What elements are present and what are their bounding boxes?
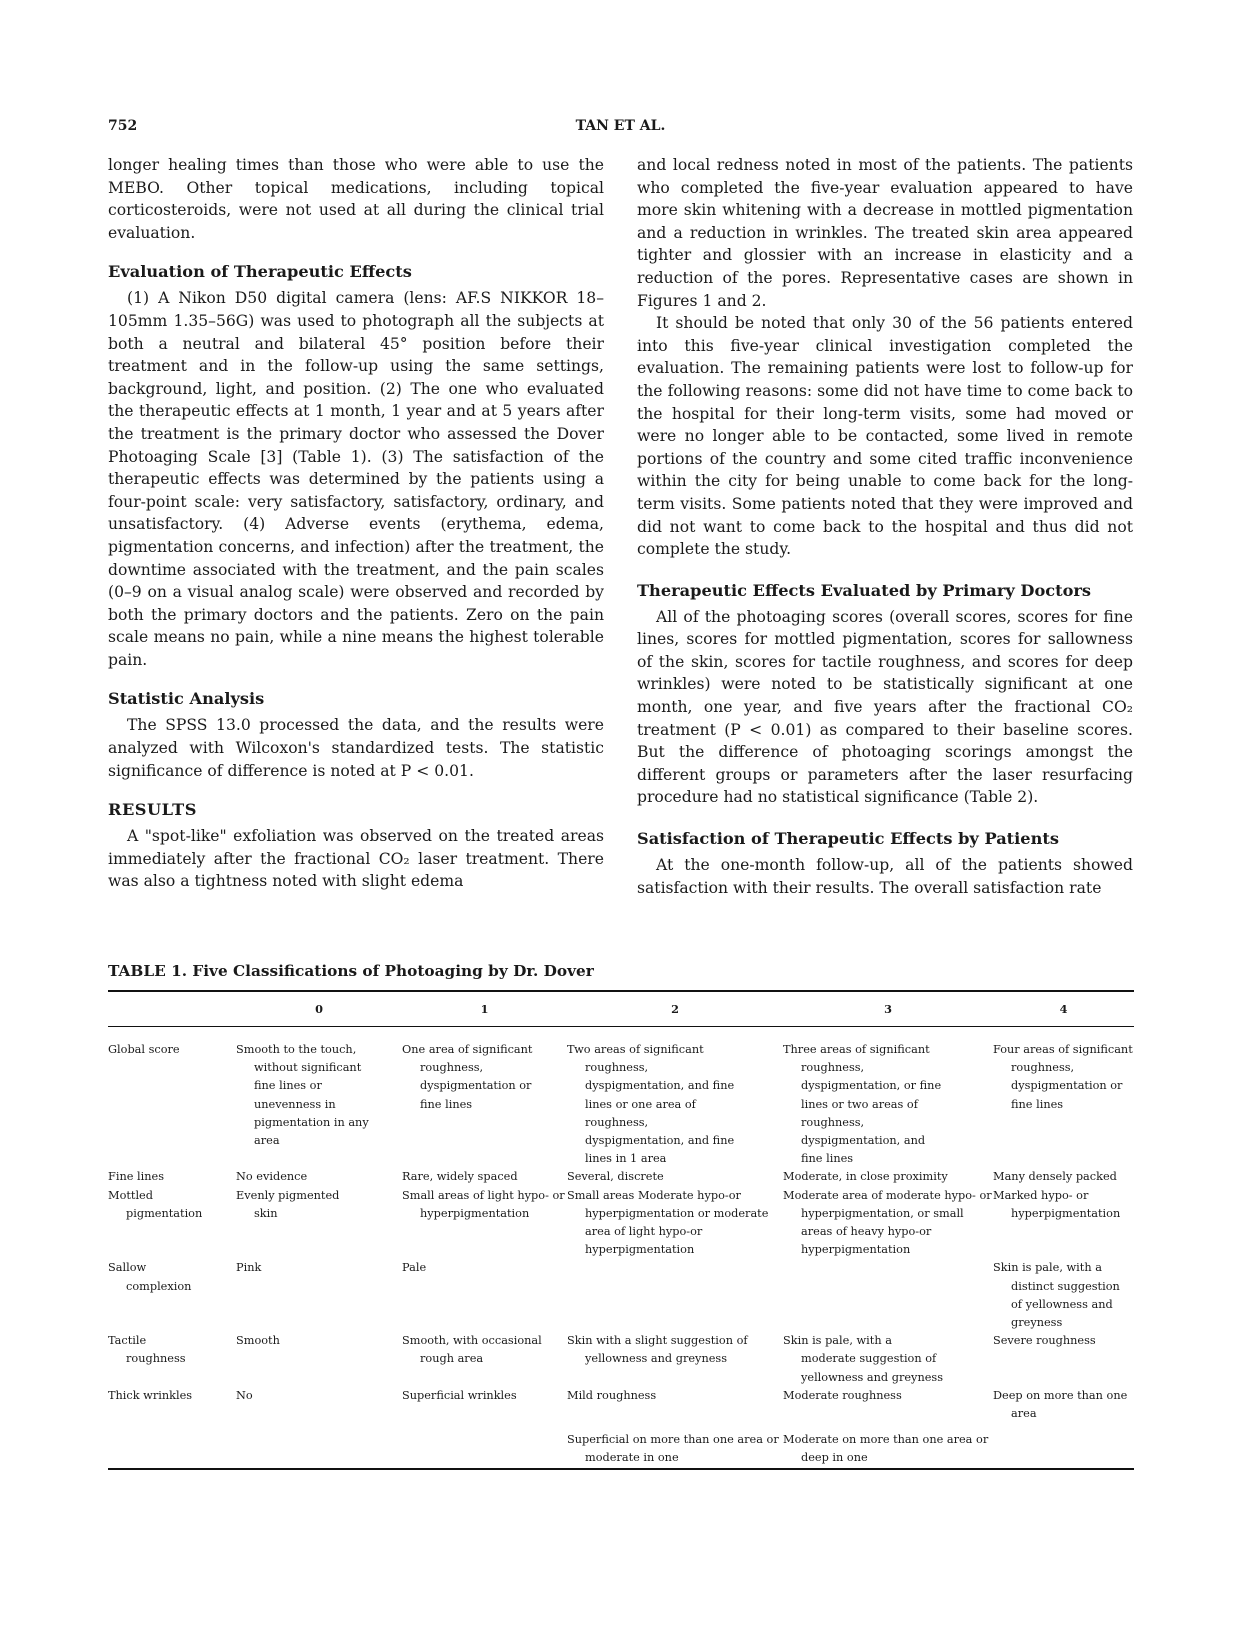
left-column [108, 154, 604, 893]
table-cell [783, 1259, 993, 1332]
table-row [108, 1168, 1134, 1186]
table-cell: Small areas of light hypo- or hyperpigmentation [402, 1188, 565, 1220]
running-head [108, 118, 1133, 140]
table-cell: Two areas of significant roughness, dyspigmentation, and fine lines or one area of roughness, dyspigmentation, and fine lines in 1 area [567, 1043, 735, 1166]
table-cell: Fine lines [108, 1170, 164, 1184]
heading-results: RESULTS [108, 800, 197, 820]
table-cell: Deep on more than one area [993, 1388, 1128, 1421]
table-cell: Rare, widely spaced [402, 1170, 518, 1184]
continued-paragraph: and local redness noted in most of the patients. The patients who completed the five-year evaluation appeared to have more skin whitening with a decrease in mottled pigmentation and a reduction in wrinkles. The treated skin area appeared tighter and glossier with an increase in elasticity and a reduction of the pores. Representative cases are shown in Figures 1 and 2. [637, 156, 1133, 310]
table-header-cell: 3 [884, 1001, 892, 1016]
table-cell: Superficial wrinkles [402, 1388, 517, 1402]
table-cell: Skin is pale, with a distinct suggestion of yellowness and greyness [993, 1261, 1120, 1330]
table-cell: Pale [402, 1261, 427, 1275]
table-cell: No evidence [236, 1170, 308, 1184]
table-header-cell [108, 991, 236, 1027]
table-cell: Severe roughness [993, 1334, 1096, 1348]
table-cell: Tactile roughness [108, 1334, 186, 1366]
table-cell: Many densely packed [993, 1170, 1117, 1184]
table-cell [402, 1423, 567, 1468]
table-cell: No [236, 1388, 253, 1402]
heading-statistic-analysis: Statistic Analysis [108, 689, 265, 709]
heading-therapeutic-effects: Therapeutic Effects Evaluated by Primary Doctors [637, 580, 1092, 600]
table-cell: Moderate roughness [783, 1388, 902, 1402]
table-cell: Mottled pigmentation [108, 1188, 203, 1220]
table-cell: Smooth to the touch, without significant fine lines or unevenness in pigmentation in any area [236, 1043, 369, 1148]
table-cell [108, 1423, 236, 1468]
intro-paragraph: longer healing times than those who were able to use the MEBO. Other topical medications, including topical corticosteroids, were not used at all during the clinical trial evaluation. [108, 156, 604, 242]
table-cell: Smooth, with occasional rough area [402, 1334, 542, 1366]
statistic-paragraph: The SPSS 13.0 processed the data, and the results were analyzed with Wilcoxon's standardized tests. The statistic significance of difference is noted at P < 0.01. [108, 716, 604, 780]
table-caption: TABLE 1. Five Classifications of Photoaging by Dr. Dover [108, 962, 594, 980]
table-header-cell: 1 [480, 1001, 489, 1016]
table-cell: Moderate, in close proximity [783, 1170, 948, 1184]
running-title: TAN ET AL. [575, 118, 666, 134]
evaluation-paragraph: (1) A Nikon D50 digital camera (lens: AF.S NIKKOR 18–105mm 1.35–56G) was used to photograph all the subjects at both a neutral and bilateral 45° position before their treatment and in the follow-up using the same settings, background, light, and position. (2) The one who evaluated the therapeutic effects at 1 month, 1 year and at 5 years after the treatment is the primary doctor who assessed the Dover Photoaging Scale [3] (Table 1). (3) The satisfaction of the therapeutic effects was determined by the patients using a four-point scale: very satisfactory, satisfactory, ordinary, and unsatisfactory. (4) Adverse events (erythema, edema, pigmentation concerns, and infection) after the treatment, the downtime associated with the treatment, and the pain scales (0–9 on a visual analog scale) were observed and recorded by both the primary doctors and the patients. Zero on the pain scale means no pain, while a nine means the highest tolerable pain. [108, 289, 604, 669]
table-cell: One area of significant roughness, dyspigmentation or fine lines [402, 1043, 533, 1111]
right-column [637, 154, 1133, 899]
table-header-cell: 4 [1059, 1001, 1068, 1016]
table-cell: Skin with a slight suggestion of yellowness and greyness [567, 1334, 748, 1366]
table-cell: Sallow complexion [108, 1261, 192, 1293]
table-cell: Mild roughness [567, 1388, 657, 1402]
table-row [108, 1187, 1134, 1260]
table-cell: Smooth [236, 1334, 280, 1348]
table-cell: Superficial on more than one area or moderate in one [567, 1433, 779, 1465]
table-header-cell: 2 [671, 1001, 679, 1016]
table-header-row [108, 991, 1134, 1027]
table-cell: Small areas Moderate hypo-or hyperpigmentation or moderate area of light hypo-or hyperpigmentation [567, 1188, 769, 1257]
heading-satisfaction: Satisfaction of Therapeutic Effects by Patients [637, 829, 1059, 849]
results-paragraph: A "spot-like" exfoliation was observed on the treated areas immediately after the fractional CO₂ laser treatment. There was also a tightness noted with slight edema [108, 827, 604, 891]
table-cell: Global score [108, 1043, 180, 1056]
table-row [108, 1423, 1134, 1468]
table-cell: Marked hypo- or hyperpigmentation [993, 1188, 1121, 1220]
table-row [108, 1387, 1134, 1423]
table-cell [236, 1423, 402, 1468]
table-cell: Pink [236, 1261, 262, 1275]
heading-evaluation: Evaluation of Therapeutic Effects [108, 262, 412, 282]
table-cell: Skin is pale, with a moderate suggestion of yellowness and greyness [783, 1334, 943, 1384]
table-cell [993, 1423, 1134, 1468]
table-row [108, 1027, 1134, 1169]
table-header-cell: 0 [315, 1001, 323, 1016]
table-cell: Four areas of significant roughness, dyspigmentation or fine lines [993, 1043, 1133, 1111]
table-cell: Evenly pigmented skin [236, 1188, 340, 1220]
photoaging-table [108, 990, 1134, 1470]
page-number: 752 [108, 118, 138, 134]
table-cell: Several, discrete [567, 1170, 664, 1184]
table-cell: Moderate area of moderate hypo- or hyperpigmentation, or small areas of heavy hypo-or hyperpigmentation [783, 1188, 992, 1257]
table-cell: Thick wrinkles [108, 1388, 193, 1402]
table-row [108, 1259, 1134, 1332]
therapeutic-paragraph: All of the photoaging scores (overall scores, scores for fine lines, scores for mottled pigmentation, scores for sallowness of the skin, scores for tactile roughness, and scores for deep wrinkles) were noted to be statistically significant at one month, one year, and five years after the fractional CO₂ treatment (P < 0.01) as compared to their baseline scores. But the difference of photoaging scorings amongst the different groups or parameters after the laser resurfacing procedure had no statistical significance (Table 2). [637, 607, 1133, 807]
table-cell: Moderate on more than one area or deep in one [783, 1433, 989, 1465]
table-row [108, 1332, 1134, 1387]
table-cell: Three areas of significant roughness, dyspigmentation, or fine lines or two areas of roughness, dyspigmentation, and fine lines [783, 1043, 942, 1166]
table-cell [567, 1259, 783, 1332]
satisfaction-paragraph: At the one-month follow-up, all of the patients showed satisfaction with their results. The overall satisfaction rate [637, 856, 1133, 897]
followup-paragraph: It should be noted that only 30 of the 56 patients entered into this five-year clinical investigation completed the evaluation. The remaining patients were lost to follow-up for the following reasons: some did not have time to come back to the hospital for their long-term visits, some had moved or were no longer able to be contacted, some lived in remote portions of the country and some cited traffic inconvenience within the city for being unable to come back for the long-term visits. Some patients noted that they were improved and did not want to come back to the hospital and thus did not complete the study. [637, 314, 1133, 559]
